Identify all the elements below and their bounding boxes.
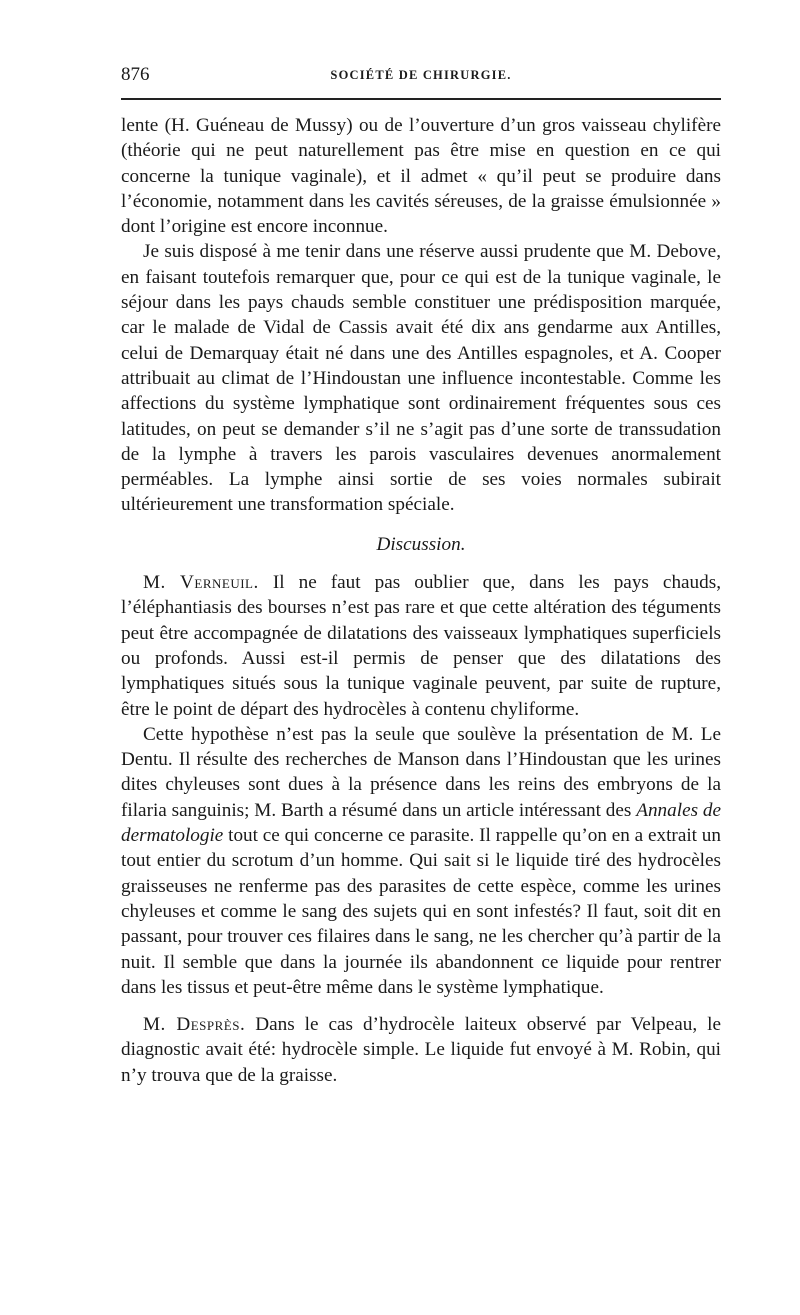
paragraph-hypothesis: [121, 722, 721, 1000]
paragraph-author-opinion: Je suis disposé à me tenir dans une réserve aussi prudente que M. Debove, en faisant toutefois remarquer que, pour ce qui est de la tunique vaginale, le séjour dans les pays chauds semble constituer une prédisposition marquée, car le malade de Vidal de Cassis avait été dix ans gendarme aux Antilles, celui de Demarquay était né dans une des Antilles espagnoles, et A. Cooper attribuait au climat de l’Hindoustan une influence incontestable. Comme les affections du système lymphatique sont ordinairement fréquentes sous ces latitudes, on peut se demander s’il ne s’agit pas d’une sorte de transsudation de la lymphe à travers les parois vasculaires devenues anormalement perméables. La lymphe ainsi sortie de ses voies normales subirait ultérieurement une transformation spéciale.: [121, 241, 721, 516]
page-number: 876: [121, 64, 150, 85]
paragraph-continuation: lente (H. Guéneau de Mussy) ou de l’ouverture d’un gros vaisseau chylifère (théorie qui ne peut naturellement pas être mise en question en ce qui concerne la tunique vaginale), et il admet « qu’il peut se produire dans l’économie, notamment dans les cavités séreuses, de la graisse émulsionnée » dont l’origine est encore inconnue.: [121, 115, 721, 238]
paragraph-hypothesis-part2: tout ce qui concerne ce parasite. Il rappelle qu’on en a extrait un tout entier du scrotum d’un homme. Qui sait si le liquide tiré des hydrocèles graisseuses ne renferme pas des parasites de cette espèce, comme les urines chyleuses et comme le sang des sujets qui en sont infestés? Il faut, soit dit en passant, pour trouver ces filaires dans le sang, ne les chercher qu’à partir de la nuit. Il semble que dans la journée ils abandonnent ce liquide pour rentrer dans les tissus et peut-être même dans le système lymphatique.: [121, 825, 721, 998]
paragraph-verneuil-text: Il ne faut pas oublier que, dans les pays chauds, l’éléphantiasis des bourses n’est pas rare et que cette altération des téguments peut être accompagnée de dilatations des vaisseaux lymphatiques superficiels ou profonds. Aussi est-il permis de penser que des dilatations des lymphatiques situés sous la tunique vaginale peuvent, par suite de rupture, être le point de départ des hydrocèles à contenu chyliforme.: [121, 572, 722, 720]
header-rule: [121, 98, 721, 100]
section-title: Discussion.: [376, 533, 466, 555]
journal-title: Annales de dermatologie: [121, 799, 722, 847]
running-head: SOCIÉTÉ DE CHIRURGIE.: [330, 68, 512, 82]
paragraph-hypothesis-part1: Cette hypothèse n’est pas la seule que soulève la présentation de M. Le Dentu. Il résulte des recherches de Manson dans l’Hindoustan que les urines dites chyleuses sont dues à la présence dans les reins des embryons de la filaria sanguinis; M. Barth a résumé dans un article intéressant des: [121, 723, 721, 821]
paragraph-despres: [121, 1012, 721, 1088]
paragraph-verneuil: [121, 570, 721, 722]
body-text: [121, 113, 721, 1088]
paragraph-despres-text: Dans le cas d’hydrocèle laiteux observé par Velpeau, le diagnostic avait été: hydrocèle simple. Le liquide fut envoyé à M. Robin, qui n’y trouva que de la graisse.: [121, 1014, 721, 1086]
page-header: [121, 64, 721, 94]
speaker-despres: M. Desprès.: [143, 1014, 246, 1036]
speaker-verneuil: M. Verneuil.: [143, 572, 259, 594]
paragraph-gap: [121, 1000, 721, 1012]
